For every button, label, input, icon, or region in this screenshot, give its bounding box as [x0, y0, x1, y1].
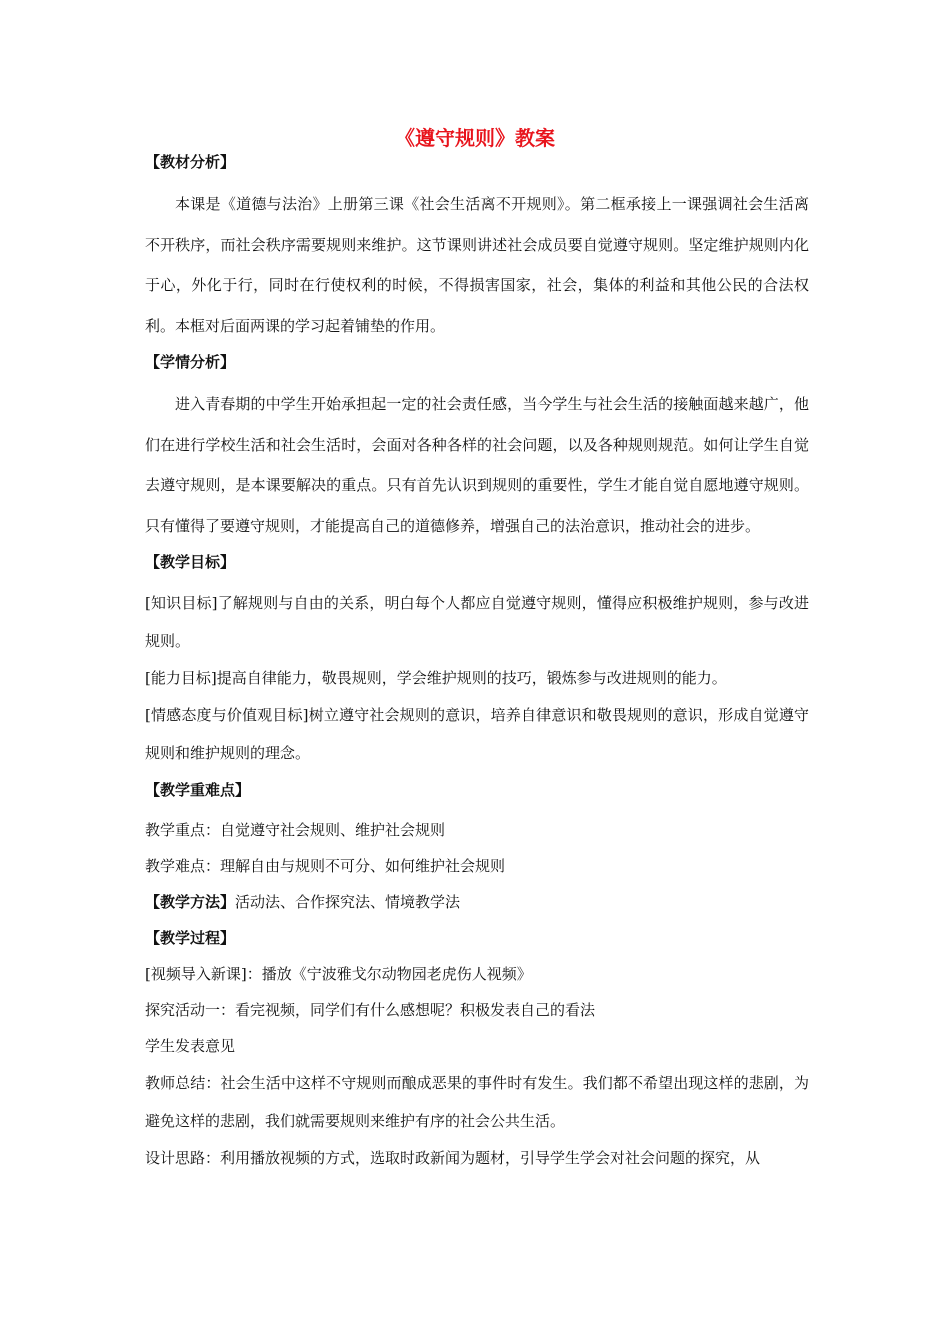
section-heading-process: 【教学过程】	[145, 929, 236, 947]
goal-emotion: [情感态度与价值观目标]树立遵守社会规则的意识，培养自律意识和敬畏规则的意识，形成自觉遵守规则和维护规则的理念。	[145, 706, 809, 762]
section-heading-methods: 【教学方法】	[145, 893, 236, 911]
process-teacher-summary: 教师总结：社会生活中这样不守规则而酿成恶果的事件时有发生。我们都不希望出现这样的悲剧，为避免这样的悲剧，我们就需要规则来维护有序的社会公共生活。	[145, 1074, 809, 1130]
section-heading-student-analysis: 【学情分析】	[145, 353, 236, 371]
section-heading-textbook-analysis: 【教材分析】	[145, 153, 236, 171]
goal-knowledge: [知识目标]了解规则与自由的关系，明白每个人都应自觉遵守规则，懂得应积极维护规则，参与改进规则。	[145, 594, 809, 650]
process-activity1: 探究活动一：看完视频，同学们有什么感想呢？积极发表自己的看法	[145, 1001, 596, 1019]
student-analysis-paragraph: 进入青春期的中学生开始承担起一定的社会责任感，当今学生与社会生活的接触面越来越广，他们在进行学校生活和社会生活时，会面对各种各样的社会问题，以及各种规则规范。如何让学生自觉去遵守规则，是本课要解决的重点。只有首先认识到规则的重要性，学生才能自觉自愿地遵守规则。只有懂得了要遵守规则，才能提高自己的道德修养，增强自己的法治意识，推动社会的进步。	[145, 395, 809, 535]
process-intro: [视频导入新课]：播放《宁波雅戈尔动物园老虎伤人视频》	[145, 965, 532, 983]
section-heading-teaching-goals: 【教学目标】	[145, 553, 236, 571]
goal-ability: [能力目标]提高自律能力，敬畏规则，学会维护规则的技巧，锻炼参与改进规则的能力。	[145, 669, 727, 687]
textbook-analysis-paragraph: 本课是《道德与法治》上册第三课《社会生活离不开规则》。第二框承接上一课强调社会生活离不开秩序，而社会秩序需要规则来维护。这节课则讲述社会成员要自觉遵守规则。坚定维护规则内化于心，外化于行，同时在行使权利的时候，不得损害国家，社会，集体的利益和其他公民的合法权利。本框对后面两课的学习起着铺垫的作用。	[145, 195, 809, 335]
document-title: 《遵守规则》教案	[395, 126, 555, 150]
document-body	[145, 148, 809, 1176]
process-design: 设计思路：利用播放视频的方式，选取时政新闻为题材，引导学生学会对社会问题的探究，从	[145, 1149, 761, 1167]
key-point: 教学重点：自觉遵守社会规则、维护社会规则	[145, 821, 446, 839]
process-students: 学生发表意见	[145, 1037, 236, 1055]
methods-text: 活动法、合作探究法、情境教学法	[235, 893, 461, 911]
section-heading-key-points: 【教学重难点】	[145, 781, 251, 799]
teaching-methods	[145, 884, 809, 920]
difficult-point: 教学难点：理解自由与规则不可分、如何维护社会规则	[145, 857, 506, 875]
